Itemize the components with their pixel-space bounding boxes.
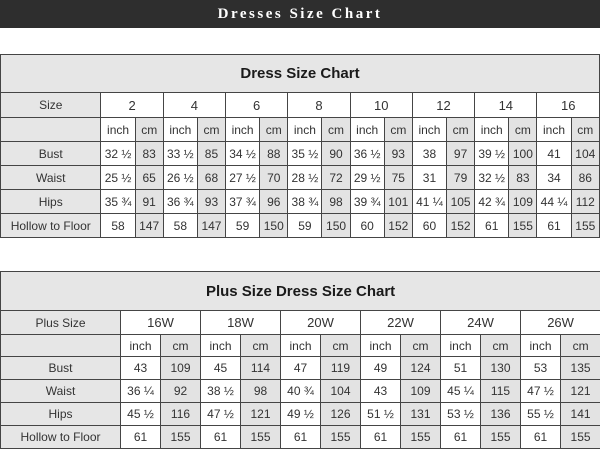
value-cell-cm: 85	[197, 142, 225, 166]
value-cell-inch: 36 ¼	[121, 380, 161, 403]
value-cell-inch: 45 ½	[121, 403, 161, 426]
value-cell-inch: 47 ½	[521, 380, 561, 403]
value-cell-cm: 114	[241, 357, 281, 380]
unit-row	[1, 118, 600, 142]
value-cell-cm: 98	[322, 190, 350, 214]
value-cell-cm: 119	[321, 357, 361, 380]
value-cell-inch: 58	[163, 214, 197, 238]
value-cell-cm: 72	[322, 166, 350, 190]
size-cell: 4	[163, 93, 225, 118]
value-cell-inch: 28 ½	[288, 166, 322, 190]
value-cell-inch: 33 ½	[163, 142, 197, 166]
unit-cell-inch: inch	[412, 118, 446, 142]
value-cell-inch: 26 ½	[163, 166, 197, 190]
unit-cell-inch: inch	[201, 335, 241, 357]
value-cell-cm: 121	[241, 403, 281, 426]
value-cell-inch: 59	[288, 214, 322, 238]
value-cell-inch: 49	[361, 357, 401, 380]
value-cell-cm: 135	[561, 357, 600, 380]
size-cell: 16W	[121, 311, 201, 335]
value-cell-inch: 61	[281, 426, 321, 449]
value-cell-cm: 65	[135, 166, 163, 190]
unit-cell-cm: cm	[241, 335, 281, 357]
size-cell: 26W	[521, 311, 600, 335]
value-cell-cm: 155	[561, 426, 600, 449]
value-cell-inch: 61	[201, 426, 241, 449]
value-cell-inch: 61	[361, 426, 401, 449]
table-title: Plus Size Dress Size Chart	[1, 272, 600, 311]
value-cell-inch: 35 ¾	[101, 190, 135, 214]
value-cell-cm: 93	[197, 190, 225, 214]
unit-cell-inch: inch	[441, 335, 481, 357]
value-cell-inch: 27 ½	[226, 166, 260, 190]
unit-cell-inch: inch	[288, 118, 322, 142]
measurement-row-label: Hips	[1, 403, 121, 426]
value-cell-inch: 55 ½	[521, 403, 561, 426]
value-cell-inch: 51	[441, 357, 481, 380]
size-cell: 16	[537, 93, 600, 118]
value-cell-cm: 92	[161, 380, 201, 403]
unit-row-spacer	[1, 118, 101, 142]
page-title: Dresses Size Chart	[217, 5, 383, 22]
value-cell-cm: 155	[481, 426, 521, 449]
value-cell-cm: 104	[321, 380, 361, 403]
value-cell-cm: 104	[571, 142, 599, 166]
unit-cell-inch: inch	[537, 118, 571, 142]
value-cell-inch: 34	[537, 166, 571, 190]
size-cell: 10	[350, 93, 412, 118]
value-cell-cm: 141	[561, 403, 600, 426]
value-cell-inch: 59	[226, 214, 260, 238]
unit-row	[1, 335, 600, 357]
value-cell-inch: 58	[101, 214, 135, 238]
size-cell: 24W	[441, 311, 521, 335]
measurement-row	[1, 190, 600, 214]
value-cell-cm: 115	[481, 380, 521, 403]
value-cell-cm: 124	[401, 357, 441, 380]
value-cell-cm: 98	[241, 380, 281, 403]
value-cell-inch: 29 ½	[350, 166, 384, 190]
value-cell-cm: 109	[401, 380, 441, 403]
value-cell-cm: 105	[447, 190, 475, 214]
value-cell-inch: 32 ½	[475, 166, 509, 190]
unit-cell-cm: cm	[561, 335, 600, 357]
value-cell-inch: 60	[350, 214, 384, 238]
value-cell-cm: 83	[135, 142, 163, 166]
value-cell-inch: 53	[521, 357, 561, 380]
unit-cell-inch: inch	[361, 335, 401, 357]
value-cell-cm: 68	[197, 166, 225, 190]
value-cell-inch: 25 ½	[101, 166, 135, 190]
unit-cell-inch: inch	[475, 118, 509, 142]
unit-cell-cm: cm	[322, 118, 350, 142]
unit-row-spacer	[1, 335, 121, 357]
value-cell-inch: 60	[412, 214, 446, 238]
value-cell-cm: 147	[135, 214, 163, 238]
value-cell-inch: 51 ½	[361, 403, 401, 426]
value-cell-inch: 38 ½	[201, 380, 241, 403]
size-cell: 14	[475, 93, 537, 118]
unit-cell-cm: cm	[509, 118, 537, 142]
table-title-row	[1, 55, 600, 93]
size-row-label: Plus Size	[1, 311, 121, 335]
unit-cell-cm: cm	[384, 118, 412, 142]
value-cell-inch: 61	[537, 214, 571, 238]
value-cell-cm: 93	[384, 142, 412, 166]
value-cell-cm: 155	[161, 426, 201, 449]
value-cell-inch: 35 ½	[288, 142, 322, 166]
unit-cell-cm: cm	[571, 118, 599, 142]
size-row	[1, 93, 600, 118]
size-row	[1, 311, 600, 335]
value-cell-inch: 34 ½	[226, 142, 260, 166]
unit-cell-cm: cm	[135, 118, 163, 142]
value-cell-cm: 116	[161, 403, 201, 426]
value-cell-cm: 130	[481, 357, 521, 380]
value-cell-cm: 147	[197, 214, 225, 238]
unit-cell-inch: inch	[350, 118, 384, 142]
measurement-row-label: Bust	[1, 142, 101, 166]
value-cell-cm: 96	[260, 190, 288, 214]
value-cell-inch: 61	[521, 426, 561, 449]
unit-cell-cm: cm	[161, 335, 201, 357]
unit-cell-inch: inch	[163, 118, 197, 142]
value-cell-cm: 155	[509, 214, 537, 238]
unit-cell-inch: inch	[521, 335, 561, 357]
value-cell-cm: 79	[447, 166, 475, 190]
value-cell-cm: 88	[260, 142, 288, 166]
value-cell-inch: 44 ¼	[537, 190, 571, 214]
value-cell-inch: 43	[361, 380, 401, 403]
value-cell-cm: 100	[509, 142, 537, 166]
value-cell-cm: 131	[401, 403, 441, 426]
value-cell-cm: 121	[561, 380, 600, 403]
size-cell: 18W	[201, 311, 281, 335]
value-cell-cm: 155	[321, 426, 361, 449]
value-cell-inch: 47	[281, 357, 321, 380]
value-cell-inch: 38 ¾	[288, 190, 322, 214]
value-cell-cm: 70	[260, 166, 288, 190]
size-cell: 6	[226, 93, 288, 118]
value-cell-cm: 112	[571, 190, 599, 214]
unit-cell-cm: cm	[197, 118, 225, 142]
value-cell-inch: 31	[412, 166, 446, 190]
value-cell-cm: 101	[384, 190, 412, 214]
value-cell-inch: 49 ½	[281, 403, 321, 426]
unit-cell-inch: inch	[281, 335, 321, 357]
value-cell-cm: 136	[481, 403, 521, 426]
unit-cell-cm: cm	[260, 118, 288, 142]
value-cell-cm: 83	[509, 166, 537, 190]
size-row-label: Size	[1, 93, 101, 118]
value-cell-inch: 45 ¼	[441, 380, 481, 403]
value-cell-inch: 61	[475, 214, 509, 238]
value-cell-cm: 97	[447, 142, 475, 166]
measurement-row	[1, 426, 600, 449]
unit-cell-cm: cm	[481, 335, 521, 357]
size-cell: 8	[288, 93, 350, 118]
value-cell-inch: 41	[537, 142, 571, 166]
value-cell-cm: 126	[321, 403, 361, 426]
value-cell-inch: 37 ¾	[226, 190, 260, 214]
unit-cell-inch: inch	[121, 335, 161, 357]
value-cell-inch: 47 ½	[201, 403, 241, 426]
measurement-row-label: Hips	[1, 190, 101, 214]
measurement-row-label: Waist	[1, 380, 121, 403]
size-cell: 22W	[361, 311, 441, 335]
measurement-row	[1, 214, 600, 238]
value-cell-inch: 38	[412, 142, 446, 166]
measurement-row	[1, 403, 600, 426]
value-cell-inch: 42 ¾	[475, 190, 509, 214]
value-cell-inch: 61	[441, 426, 481, 449]
value-cell-cm: 150	[322, 214, 350, 238]
measurement-row	[1, 357, 600, 380]
size-cell: 20W	[281, 311, 361, 335]
value-cell-cm: 152	[447, 214, 475, 238]
value-cell-inch: 40 ¾	[281, 380, 321, 403]
value-cell-inch: 45	[201, 357, 241, 380]
table-title-row	[1, 272, 600, 311]
value-cell-cm: 150	[260, 214, 288, 238]
unit-cell-inch: inch	[101, 118, 135, 142]
value-cell-inch: 43	[121, 357, 161, 380]
measurement-row	[1, 142, 600, 166]
measurement-row-label: Hollow to Floor	[1, 426, 121, 449]
value-cell-cm: 109	[509, 190, 537, 214]
value-cell-cm: 91	[135, 190, 163, 214]
unit-cell-cm: cm	[447, 118, 475, 142]
size-chart-table	[0, 271, 600, 449]
measurement-row-label: Hollow to Floor	[1, 214, 101, 238]
measurement-row-label: Bust	[1, 357, 121, 380]
unit-cell-inch: inch	[226, 118, 260, 142]
value-cell-inch: 61	[121, 426, 161, 449]
table-title: Dress Size Chart	[1, 55, 600, 93]
value-cell-inch: 32 ½	[101, 142, 135, 166]
value-cell-inch: 39 ½	[475, 142, 509, 166]
value-cell-inch: 53 ½	[441, 403, 481, 426]
value-cell-cm: 90	[322, 142, 350, 166]
value-cell-cm: 155	[241, 426, 281, 449]
value-cell-cm: 155	[401, 426, 441, 449]
unit-cell-cm: cm	[401, 335, 441, 357]
value-cell-inch: 36 ¾	[163, 190, 197, 214]
value-cell-inch: 39 ¾	[350, 190, 384, 214]
value-cell-cm: 155	[571, 214, 599, 238]
size-chart-table	[0, 54, 600, 238]
value-cell-inch: 41 ¼	[412, 190, 446, 214]
value-cell-cm: 152	[384, 214, 412, 238]
value-cell-cm: 109	[161, 357, 201, 380]
page-title-bar	[0, 0, 600, 28]
size-charts-container	[0, 54, 600, 449]
measurement-row-label: Waist	[1, 166, 101, 190]
measurement-row	[1, 380, 600, 403]
value-cell-cm: 86	[571, 166, 599, 190]
value-cell-cm: 75	[384, 166, 412, 190]
value-cell-inch: 36 ½	[350, 142, 384, 166]
unit-cell-cm: cm	[321, 335, 361, 357]
size-cell: 2	[101, 93, 163, 118]
measurement-row	[1, 166, 600, 190]
size-cell: 12	[412, 93, 474, 118]
